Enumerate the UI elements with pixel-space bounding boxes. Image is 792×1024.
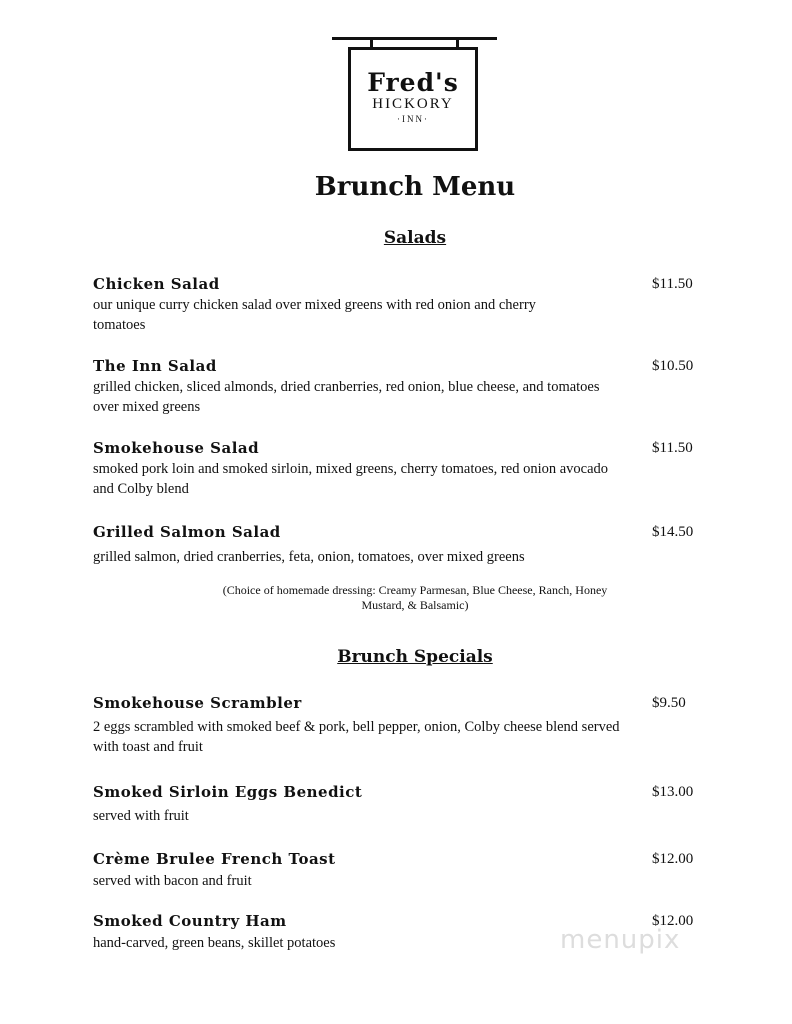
item-desc: smoked pork loin and smoked sirloin, mixed greens, cherry tomatoes, red onion avocado and Colby blend	[93, 461, 609, 497]
item-name: Chicken Salad	[93, 275, 220, 293]
section-heading-salads: Salads	[383, 228, 447, 248]
item-price: $11.50	[652, 440, 693, 456]
item-name: Smoked Country Ham	[93, 912, 287, 930]
item-price: $9.50	[652, 695, 686, 711]
logo-hickory: HICKORY	[372, 96, 454, 112]
page-title: Brunch Menu	[314, 172, 516, 202]
item-desc: served with bacon and fruit	[93, 873, 252, 889]
item-name: Smoked Sirloin Eggs Benedict	[93, 783, 363, 801]
item-price: $13.00	[652, 784, 694, 800]
item-name: Grilled Salmon Salad	[93, 523, 281, 541]
watermark: menupix	[560, 925, 681, 955]
item-price: $12.00	[652, 913, 694, 929]
logo-inn: ·INN·	[397, 114, 429, 124]
dressing-note: (Choice of homemade dressing: Creamy Parmesan, Blue Cheese, Ranch, Honey Mustard, & Balsamic)	[222, 583, 608, 612]
item-name: Smokehouse Scrambler	[93, 694, 302, 712]
item-desc: 2 eggs scrambled with smoked beef & pork, bell pepper, onion, Colby cheese blend served with toast and fruit	[93, 719, 620, 755]
item-name: Crème Brulee French Toast	[93, 850, 336, 868]
item-price: $10.50	[652, 358, 694, 374]
sign-bar	[332, 37, 497, 40]
item-desc: hand-carved, green beans, skillet potatoes	[93, 935, 336, 951]
item-name: The Inn Salad	[93, 357, 217, 375]
item-desc: our unique curry chicken salad over mixed greens with red onion and cherry tomatoes	[93, 297, 536, 333]
item-desc: grilled chicken, sliced almonds, dried cranberries, red onion, blue cheese, and tomatoes over mixed greens	[93, 379, 600, 415]
item-price: $14.50	[652, 524, 694, 540]
item-desc: grilled salmon, dried cranberries, feta, onion, tomatoes, over mixed greens	[93, 549, 525, 565]
section-heading-specials: Brunch Specials	[337, 647, 493, 667]
item-name: Smokehouse Salad	[93, 439, 260, 457]
item-price: $12.00	[652, 851, 694, 867]
logo-name: Fred's	[367, 68, 459, 97]
item-price: $11.50	[652, 276, 693, 292]
item-desc: served with fruit	[93, 808, 189, 824]
logo	[348, 47, 478, 151]
